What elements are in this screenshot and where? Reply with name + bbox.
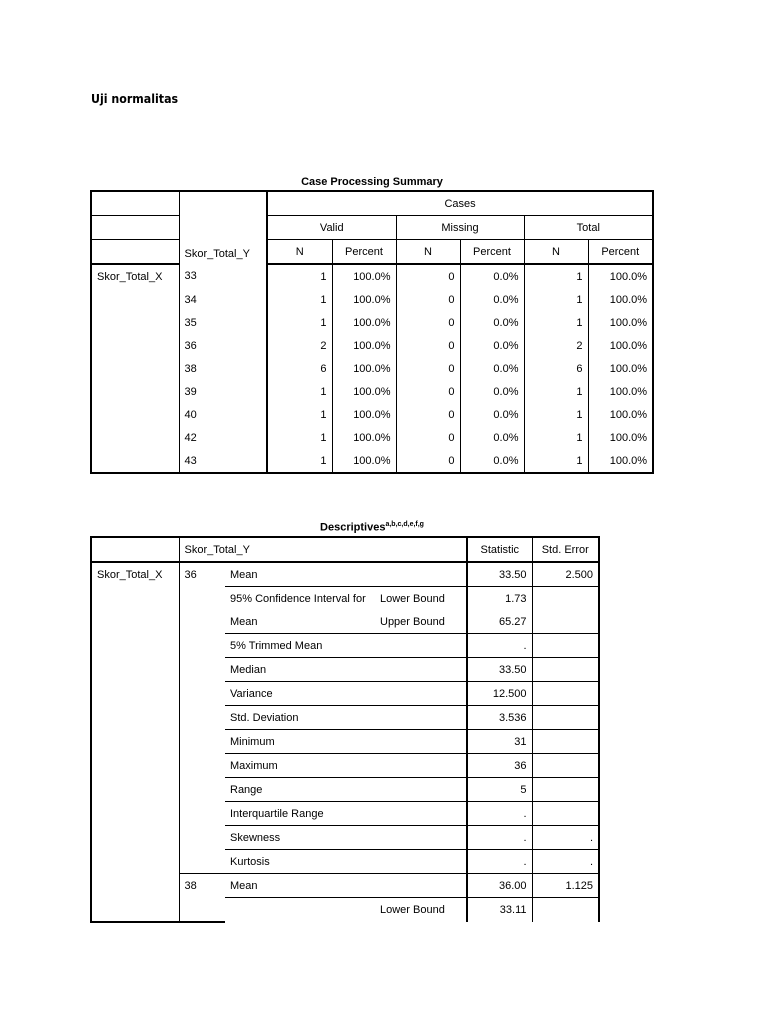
corner-cell	[91, 240, 179, 265]
empty-cell	[179, 778, 225, 802]
std-error-value	[532, 634, 599, 658]
data-cell: 0.0%	[460, 311, 524, 334]
row-y-value: 42	[179, 426, 267, 449]
empty-cell	[91, 587, 179, 611]
table-row	[91, 288, 653, 311]
data-cell: 0	[396, 311, 460, 334]
stat-label: Mean	[225, 562, 467, 587]
empty-cell	[179, 682, 225, 706]
data-cell: 0.0%	[460, 426, 524, 449]
data-cell: 100.0%	[332, 311, 396, 334]
empty-cell	[91, 658, 179, 682]
stat-label: Maximum	[225, 754, 467, 778]
std-error-value	[532, 778, 599, 802]
table-row	[91, 778, 599, 802]
descriptives-body	[91, 562, 599, 922]
descriptives-footnote-marks: a,b,c,d,e,f,g	[385, 521, 424, 528]
data-cell: 100.0%	[588, 357, 653, 380]
stat-label: Skewness	[225, 826, 467, 850]
data-cell: 100.0%	[588, 311, 653, 334]
data-cell: 100.0%	[332, 288, 396, 311]
row-var-label	[91, 426, 179, 449]
row-y-value: 33	[179, 264, 267, 288]
stat-value: 31	[467, 730, 532, 754]
data-cell: 100.0%	[588, 264, 653, 288]
data-cell: 0	[396, 288, 460, 311]
table-row	[91, 874, 599, 898]
col-var-label: Skor_Total_Y	[184, 248, 250, 260]
std-error-value	[532, 802, 599, 826]
row-var-label	[91, 334, 179, 357]
stat-label: 5% Trimmed Mean	[225, 634, 467, 658]
std-error-value: 1.125	[532, 874, 599, 898]
document-heading: Uji normalitas	[91, 92, 179, 106]
empty-cell	[179, 658, 225, 682]
stat-value: 5	[467, 778, 532, 802]
table-row	[91, 562, 599, 587]
data-cell: 1	[524, 426, 588, 449]
stat-value: 33.50	[467, 658, 532, 682]
row-y-value: 34	[179, 288, 267, 311]
stat-value: 36	[467, 754, 532, 778]
group-y-value: 36	[179, 562, 225, 587]
empty-cell	[179, 706, 225, 730]
std-error-value: .	[532, 826, 599, 850]
data-cell: 0	[396, 403, 460, 426]
data-cell: 1	[267, 426, 332, 449]
std-error-value	[532, 706, 599, 730]
table-row	[91, 706, 599, 730]
data-cell: 100.0%	[588, 288, 653, 311]
table-row	[91, 898, 599, 922]
lower-bound-label: Lower Bound	[380, 592, 445, 605]
std-error-header: Std. Error	[532, 537, 599, 562]
data-cell: 1	[524, 380, 588, 403]
empty-cell	[91, 634, 179, 658]
stat-value: 65.27	[467, 610, 532, 634]
table-row	[91, 587, 599, 611]
table-row	[91, 449, 653, 473]
row-var-label	[91, 311, 179, 334]
corner-cell	[91, 537, 179, 562]
row-y-value: 35	[179, 311, 267, 334]
data-cell: 0.0%	[460, 403, 524, 426]
data-cell: 0	[396, 357, 460, 380]
stat-value: 3.536	[467, 706, 532, 730]
empty-cell	[179, 730, 225, 754]
table-row	[91, 357, 653, 380]
empty-cell	[179, 802, 225, 826]
empty-cell	[179, 850, 225, 874]
table-row	[91, 682, 599, 706]
corner-cell	[91, 216, 179, 240]
std-error-value	[532, 730, 599, 754]
stat-label: Mean	[225, 874, 467, 898]
table-row	[91, 403, 653, 426]
std-error-value	[532, 682, 599, 706]
empty-cell	[179, 826, 225, 850]
row-var-label	[91, 380, 179, 403]
data-cell: 6	[524, 357, 588, 380]
group-y-value: 38	[179, 874, 225, 898]
empty-cell	[179, 587, 225, 611]
row-y-value: 40	[179, 403, 267, 426]
table-row	[91, 658, 599, 682]
empty-cell	[179, 754, 225, 778]
descriptives-table	[90, 536, 600, 923]
std-error-value	[532, 754, 599, 778]
stat-value: 12.500	[467, 682, 532, 706]
row-y-value: 43	[179, 449, 267, 473]
stat-label: Minimum	[225, 730, 467, 754]
descriptives-title	[90, 521, 654, 534]
std-error-value: 2.500	[532, 562, 599, 587]
data-cell: 0	[396, 426, 460, 449]
std-error-value: .	[532, 850, 599, 874]
col-header: Percent	[588, 240, 653, 265]
descriptives-title-text: Descriptives	[320, 521, 386, 534]
table-row	[91, 334, 653, 357]
stat-value: 33.50	[467, 562, 532, 587]
table-row	[91, 426, 653, 449]
case-processing-title: Case Processing Summary	[301, 176, 443, 188]
data-cell: 2	[524, 334, 588, 357]
case-processing-table	[90, 190, 654, 474]
data-cell: 1	[524, 288, 588, 311]
table-row	[91, 380, 653, 403]
data-cell: 2	[267, 334, 332, 357]
data-cell: 1	[524, 311, 588, 334]
data-cell: 1	[267, 449, 332, 473]
stat-value: 36.00	[467, 874, 532, 898]
row-var-label	[91, 288, 179, 311]
data-cell: 1	[524, 264, 588, 288]
empty-cell	[91, 730, 179, 754]
row-var-label	[91, 449, 179, 473]
group-header-missing: Missing	[396, 216, 524, 240]
data-cell: 100.0%	[588, 380, 653, 403]
row-var-label	[91, 403, 179, 426]
empty-cell	[91, 802, 179, 826]
empty-cell	[91, 874, 179, 898]
data-cell: 100.0%	[588, 449, 653, 473]
statistic-header: Statistic	[467, 537, 532, 562]
data-cell: 100.0%	[588, 334, 653, 357]
ci-label: 95% Confidence Interval for	[230, 592, 366, 605]
empty-cell	[91, 898, 179, 922]
data-cell: 100.0%	[332, 426, 396, 449]
data-cell: 100.0%	[588, 426, 653, 449]
col-header: N	[267, 240, 332, 265]
col-header: N	[524, 240, 588, 265]
row-y-value: 38	[179, 357, 267, 380]
data-cell: 100.0%	[332, 357, 396, 380]
data-cell: 1	[524, 403, 588, 426]
data-cell: 0.0%	[460, 357, 524, 380]
data-cell: 0	[396, 334, 460, 357]
upper-bound-label: Upper Bound	[375, 610, 467, 634]
table-row	[91, 802, 599, 826]
table-row	[91, 850, 599, 874]
stat-label: Kurtosis	[225, 850, 467, 874]
stat-value: 1.73	[467, 587, 532, 611]
col-var-header: Skor_Total_Y	[179, 537, 467, 562]
empty-cell	[91, 778, 179, 802]
data-cell: 100.0%	[332, 403, 396, 426]
data-cell: 0	[396, 380, 460, 403]
stat-label: Range	[225, 778, 467, 802]
stat-label: Std. Deviation	[225, 706, 467, 730]
stat-value: .	[467, 802, 532, 826]
data-cell: 100.0%	[332, 334, 396, 357]
table-row	[91, 264, 653, 288]
data-cell: 100.0%	[332, 380, 396, 403]
empty-cell	[91, 610, 179, 634]
std-error-value	[532, 587, 599, 634]
empty-cell	[91, 682, 179, 706]
empty-cell	[179, 610, 225, 634]
stat-value: .	[467, 850, 532, 874]
stat-label: Variance	[225, 682, 467, 706]
data-cell: 100.0%	[332, 264, 396, 288]
col-header: Percent	[460, 240, 524, 265]
table-row	[91, 730, 599, 754]
data-cell: 0	[396, 264, 460, 288]
empty-cell	[91, 706, 179, 730]
data-cell: 1	[267, 311, 332, 334]
col-header: Percent	[332, 240, 396, 265]
data-cell: 1	[267, 264, 332, 288]
data-cell: 0.0%	[460, 264, 524, 288]
empty-cell	[179, 898, 225, 922]
data-cell: 0	[396, 449, 460, 473]
data-cell: 1	[524, 449, 588, 473]
lower-bound-label: Lower Bound	[380, 903, 445, 916]
group-header-valid: Valid	[267, 216, 396, 240]
row-var-label: Skor_Total_X	[97, 270, 163, 283]
data-cell: 0.0%	[460, 288, 524, 311]
ci-label: Mean	[225, 610, 375, 634]
data-cell: 6	[267, 357, 332, 380]
row-var-label	[91, 357, 179, 380]
cases-header: Cases	[267, 191, 653, 216]
data-cell: 1	[267, 380, 332, 403]
col-header: N	[396, 240, 460, 265]
table-row	[91, 754, 599, 778]
empty-cell	[91, 754, 179, 778]
empty-cell	[179, 634, 225, 658]
stat-value: .	[467, 826, 532, 850]
data-cell: 0.0%	[460, 380, 524, 403]
empty-cell	[91, 850, 179, 874]
empty-cell	[225, 898, 375, 922]
data-cell: 100.0%	[332, 449, 396, 473]
stat-value: .	[467, 634, 532, 658]
table-row	[91, 311, 653, 334]
group-header-total: Total	[524, 216, 653, 240]
data-cell: 0.0%	[460, 449, 524, 473]
data-cell: 1	[267, 288, 332, 311]
stat-label: Interquartile Range	[225, 802, 467, 826]
case-processing-body	[91, 264, 653, 473]
std-error-value	[532, 898, 599, 922]
std-error-value	[532, 658, 599, 682]
col-var-header	[179, 191, 267, 264]
data-cell: 0.0%	[460, 334, 524, 357]
corner-cell	[91, 191, 179, 216]
row-y-value: 39	[179, 380, 267, 403]
table-row	[91, 826, 599, 850]
empty-cell	[91, 826, 179, 850]
stat-label: Median	[225, 658, 467, 682]
table-row	[91, 610, 599, 634]
table-row	[91, 634, 599, 658]
stat-value: 33.11	[467, 898, 532, 922]
row-y-value: 36	[179, 334, 267, 357]
data-cell: 1	[267, 403, 332, 426]
row-var-label: Skor_Total_X	[91, 562, 179, 587]
data-cell: 100.0%	[588, 403, 653, 426]
